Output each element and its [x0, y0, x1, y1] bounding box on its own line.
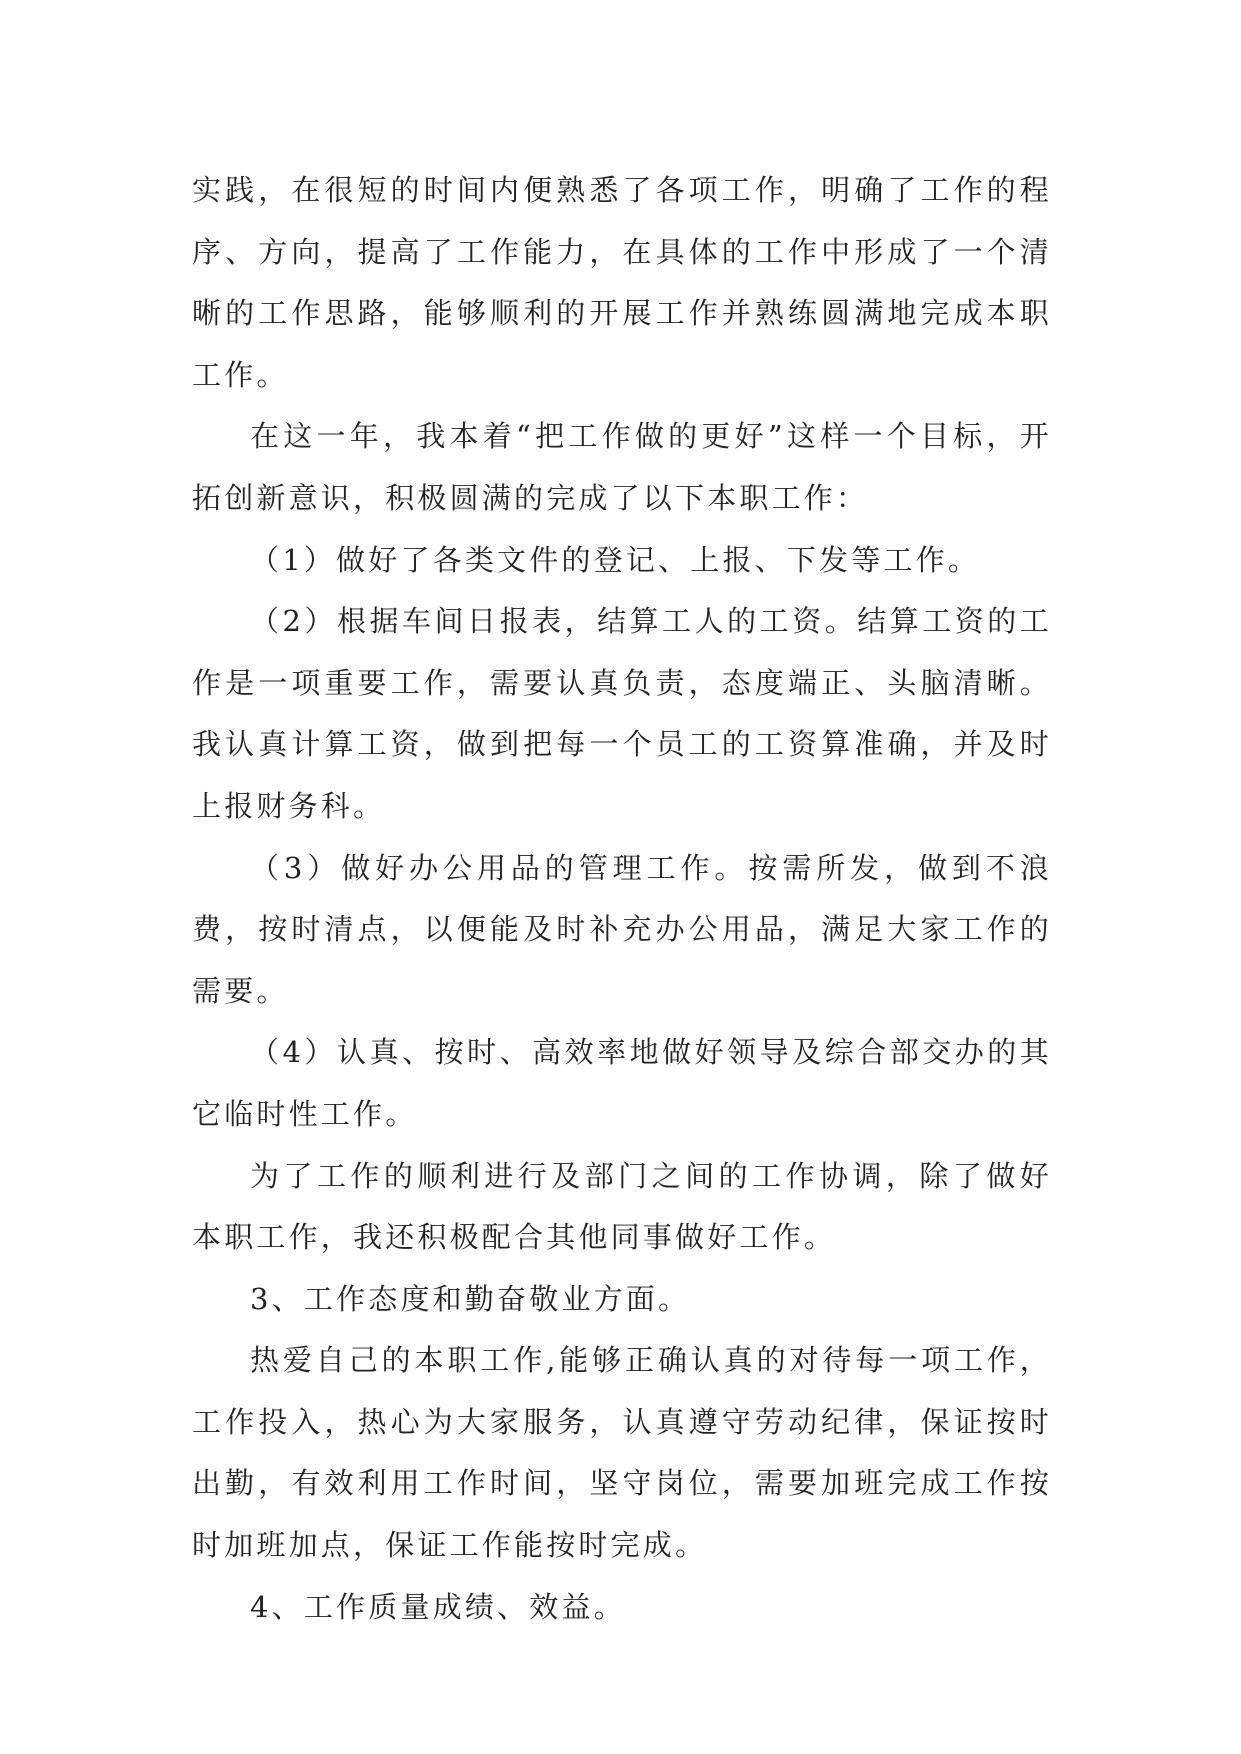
document-body [192, 160, 1052, 1638]
paragraph-continuation: 实践，在很短的时间内便熟悉了各项工作，明确了工作的程序、方向，提高了工作能力，在具体的工作中形成了一个清晰的工作思路，能够顺利的开展工作并熟练圆满地完成本职工作。 [192, 173, 1052, 392]
list-item-4: （4）认真、按时、高效率地做好领导及综合部交办的其它临时性工作。 [192, 1035, 1052, 1131]
section-heading-4: 4、工作质量成绩、效益。 [250, 1589, 626, 1624]
paragraph-coordination: 为了工作的顺利进行及部门之间的工作协调，除了做好本职工作，我还积极配合其他同事做好工作。 [192, 1158, 1052, 1255]
paragraph-goal: 在这一年，我本着“把工作做的更好”这样一个目标，开拓创新意识，积极圆满的完成了以下本职工作： [192, 419, 1052, 515]
paragraph-attitude: 热爱自己的本职工作,能够正确认真的对待每一项工作，工作投入，热心为大家服务，认真遵守劳动纪律，保证按时出勤，有效利用工作时间，坚守岗位，需要加班完成工作按时加班加点，保证工作能按时完成。 [192, 1343, 1052, 1563]
list-item-3: （3）做好办公用品的管理工作。按需所发，做到不浪费，按时清点，以便能及时补充办公用品，满足大家工作的需要。 [192, 850, 1052, 1008]
section-heading-3: 3、工作态度和勤奋敬业方面。 [250, 1281, 691, 1316]
list-item-1: （1）做好了各类文件的登记、上报、下发等工作。 [250, 542, 981, 577]
list-item-2: （2）根据车间日报表，结算工人的工资。结算工资的工作是一项重要工作，需要认真负责，态度端正、头脑清晰。我认真计算工资，做到把每一个员工的工资算准确，并及时上报财务科。 [192, 604, 1052, 823]
